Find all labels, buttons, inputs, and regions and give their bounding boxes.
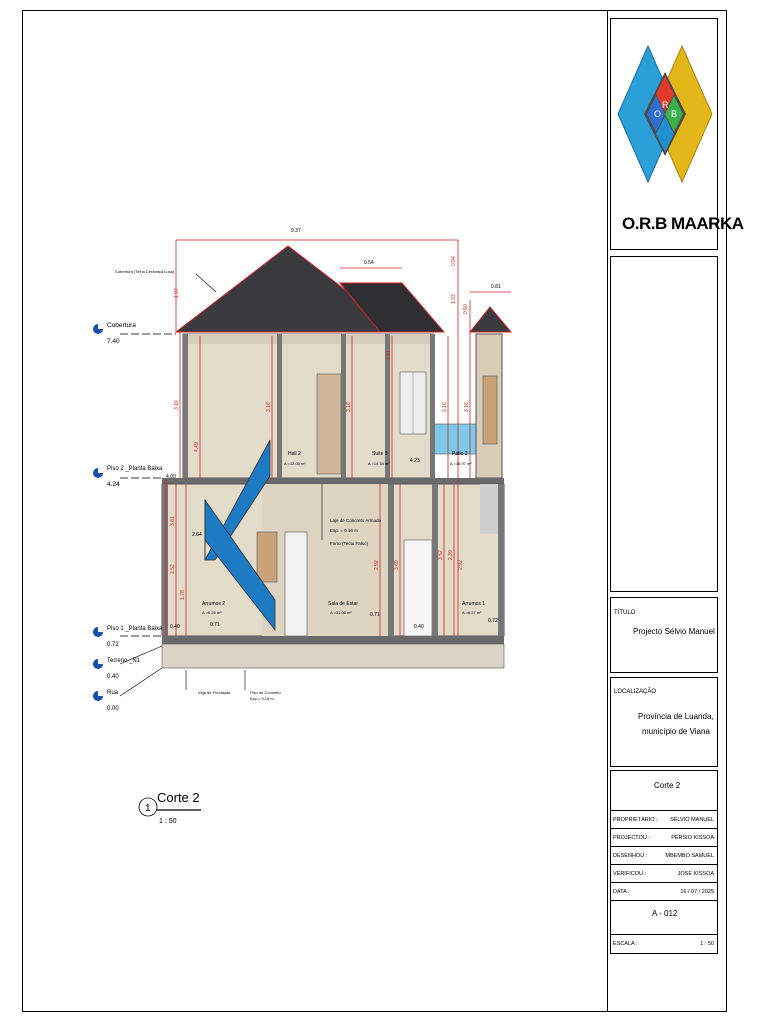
level-piso1-elev: 0.72 xyxy=(107,642,119,648)
dim-040a: 0.40 xyxy=(170,624,180,630)
row-escala: ESCALA : 1 : 50 xyxy=(610,934,718,954)
dim-072: 0.72 xyxy=(488,618,498,624)
piso-concreto-note-2: Esp = 0.16 m xyxy=(250,696,274,701)
dim-040b: 0.40 xyxy=(414,624,424,630)
titulo-value: Projecto Sélvio Manuel xyxy=(633,627,715,636)
room-patio2-area: A =16.97 m² xyxy=(450,461,472,466)
dim-449: 4.49 xyxy=(194,442,200,452)
dim-400: 4.00 xyxy=(166,474,176,480)
laje-note-2: Esp. = 0.16 m xyxy=(330,528,358,533)
row-data: DATA : 16 / 07 / 2025 xyxy=(610,882,718,900)
level-cobertura-name: Cobertura xyxy=(107,322,136,329)
row-sheet-number: A - 012 xyxy=(610,900,718,934)
dim-264: 2.64 xyxy=(192,532,202,538)
dim-roof2: 0.54 xyxy=(364,260,374,266)
level-piso2-name: Piso 2 _Planta Baixa xyxy=(107,466,163,472)
view-name: Corte 2 xyxy=(157,790,200,805)
room-arrumos1-name: Arrumos 1 xyxy=(462,601,486,607)
level-rua-name: Rua xyxy=(107,690,119,696)
localizacao-line1: Província de Luanda, xyxy=(638,712,714,721)
logo-letter-o: O xyxy=(654,109,662,119)
dim-178: 1.78 xyxy=(180,590,186,600)
room-hall2-name: Hall 2 xyxy=(288,451,301,457)
dim-423: 4.23 xyxy=(410,458,420,464)
orb-logo xyxy=(616,36,716,191)
level-piso2-elev: 4.24 xyxy=(107,481,120,488)
dim-239: 2.39 xyxy=(448,550,454,560)
dim-316b: 3.16 xyxy=(266,402,272,412)
dim-top-total: 9.37 xyxy=(291,228,301,234)
view-scale: 1 : 50 xyxy=(159,818,177,825)
upper-slab xyxy=(162,478,504,484)
dim-292: 2.92 xyxy=(374,560,380,570)
room-arrumos2-area: A =5.26 m² xyxy=(202,610,222,615)
viga-note: Viga de Fundação xyxy=(198,690,231,695)
dim-197: 1.97 xyxy=(174,288,180,298)
row-verificou: VERIFICOU : JOSÉ KISSOA xyxy=(610,864,718,882)
dim-071a: 0.71 xyxy=(210,622,220,628)
logo-letter-r: R xyxy=(662,100,669,110)
blank-panel xyxy=(610,256,718,592)
dim-316c: 3.16 xyxy=(346,402,352,412)
level-terreno-elev: 0.40 xyxy=(107,674,119,680)
view-number: 1 xyxy=(145,803,151,814)
room-hall2-area: A =12.00 m² xyxy=(284,461,306,466)
row-desenhou: DESENHOU : MBEMBO SAMUEL xyxy=(610,846,718,864)
dim-123: 1.23 xyxy=(451,294,457,304)
dim-252: 2.52 xyxy=(170,564,176,574)
row-projectou: PROJECTOU : PÉRSIO KISSOA xyxy=(610,828,718,846)
level-rua-elev: 0.00 xyxy=(107,706,119,712)
level-terreno-name: Terreno _N1 xyxy=(107,658,141,664)
dim-281: 2.81 xyxy=(386,350,392,360)
dim-316e: 3.16 xyxy=(464,402,470,412)
tower-roof xyxy=(470,307,511,332)
dim-316d: 3.16 xyxy=(442,402,448,412)
room-arrumos1-area: A =6.27 m² xyxy=(462,610,482,615)
room-patio2-name: Patio 2 xyxy=(452,451,468,457)
brand-name: O.R.B MAARKA xyxy=(622,214,744,233)
piso-concreto-note-1: Piso de Concreto xyxy=(250,690,281,695)
cobertura-note: Cobertura (Telha Cerâmica Lusa) xyxy=(115,269,175,274)
dim-tower: 0.81 xyxy=(491,284,501,290)
localizacao-line2: município de Viana xyxy=(642,727,710,736)
dim-352: 3.52 xyxy=(438,550,444,560)
logo-letter-b: B xyxy=(671,109,678,119)
sheet-name: Corte 2 xyxy=(654,781,681,790)
room-arrumos2-name: Arrumos 2 xyxy=(202,601,226,607)
titulo-label: TÍTULO xyxy=(614,610,636,616)
dim-369: 3.69 xyxy=(394,560,400,570)
laje-note-1: Laje de Concreto Armado xyxy=(330,518,382,523)
room-sala-area: A =31.06 m² xyxy=(330,610,352,615)
dim-316a: 3.16 xyxy=(174,400,180,410)
level-cobertura-elev: 7.40 xyxy=(107,338,120,345)
dim-292b: 2.92 xyxy=(458,560,464,570)
room-sala-name: Sala de Estar xyxy=(328,601,359,607)
room-suite3-name: Suite 3 xyxy=(372,451,388,457)
room-suite3-area: A =14.54 m² xyxy=(368,461,390,466)
row-proprietario: PROPRIETÁRIO : SÉLVIO MANUEL xyxy=(610,810,718,828)
forro-note: Forro (Tecto Falso) xyxy=(330,541,369,546)
dim-050: 0.50 xyxy=(463,304,469,314)
level-piso1-name: Piso 1 _Planta Baixa xyxy=(107,626,163,632)
dim-381: 3.81 xyxy=(170,516,176,526)
dim-094: 0.94 xyxy=(451,256,457,266)
localizacao-label: LOCALIZAÇÃO xyxy=(614,689,657,695)
dim-071b: 0.71 xyxy=(370,612,380,618)
